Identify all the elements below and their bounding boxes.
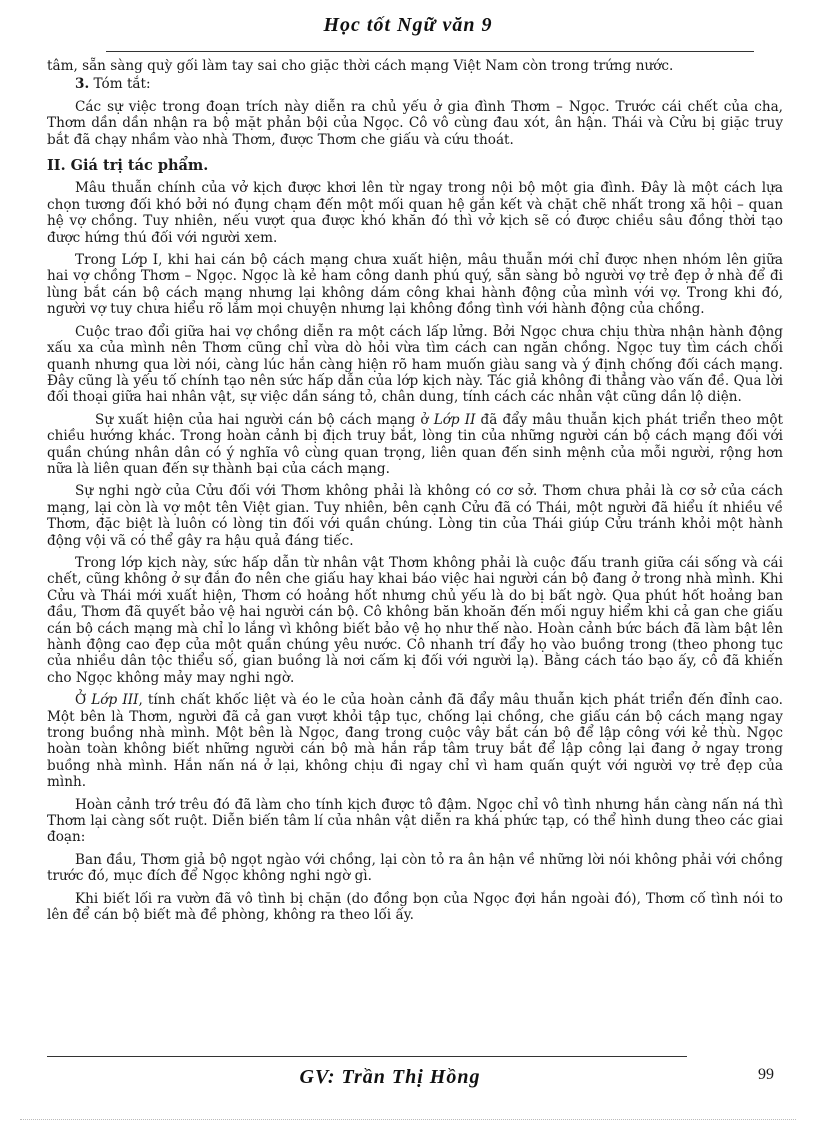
summary-label: Tóm tắt: [93,76,151,93]
paragraph-4-text-a: Sự xuất hiện của hai người cán bộ cách mạng ở [95,411,434,428]
section-heading: II. Giá trị tác phẩm. [47,157,209,175]
paragraph-9: Ban đầu, Thơm giả bộ ngọt ngào với chồng, lại còn tỏ ra ân hận về những lời nói không phải với chồng trước đó, mục đích để Ngọc không nghi ngờ gì. [47,851,783,885]
page-number: 99 [758,1066,774,1083]
header-divider [106,51,754,52]
paragraph-7-text-b: , tính chất khốc liệt và éo le của hoàn cảnh đã đẩy mâu thuẫn kịch phát triển đến đỉnh cao. Một bên là Thơm, người đã cả gan vượt khỏi tập tục, chống lại chồng, che giấu cán bộ cách mạng ngay trong buồng nhà mình. Một bên là Ngọc, đang trong cuộc vây bắt cán bộ để lập công với kẻ thù. Ngọc hoàn toàn không biết những người cán bộ mà hắn rắp tâm truy bắt để lập công lại đang ở ngay trong buồng nhà mình. Hắn nấn ná ở lại, không chịu đi ngay chỉ vì ham quấn quýt với người vợ trẻ đẹp của mình. [47,692,783,791]
paragraph-7 [47,692,783,790]
paragraph-10: Khi biết lối ra vườn đã vô tình bị chặn (do đồng bọn của Ngọc đợi hắn ngoài đó), Thơm cố tình nói to lên để cán bộ biết mà đề phòng, không ra theo lối ấy. [47,890,783,924]
paragraph-6: Trong lớp kịch này, sức hấp dẫn từ nhân vật Thơm không phải là cuộc đấu tranh giữa cái sống và cái chết, cũng không ở sự đắn đo nên che giấu hay khai báo việc hai người cán bộ đang ở trong nhà mình. Khi Cửu và Thái mới xuất hiện, Thơm có hoảng hốt nhưng chủ yếu là do bị bất ngờ. Qua phút hốt hoảng ban đầu, Thơm đã quyết bảo vệ hai người cán bộ. Cô không băn khoăn đến mối nguy hiểm khi cả gan che giấu cán bộ cách mạng mà chỉ lo lắng vì không biết bảo vệ họ như thế nào. Hoàn cảnh bức bách đã làm bật lên hành động cao đẹp của một quần chúng yêu nước. Cô nhanh trí đẩy họ vào buồng trong (theo phong tục của nhiều dân tộc thiểu số, gian buồng là nơi cấm kị đối với người lạ). Bằng cách táo bạo ấy, cô đã khiến cho Ngọc không mảy may nghi ngờ. [47,554,783,686]
paragraph-1: Mâu thuẫn chính của vở kịch được khơi lên từ ngay trong nội bộ một gia đình. Đây là một cách lựa chọn tương đối khó bởi nó đụng chạm đến một mối quan hệ gắn kết và chặt chẽ nhất trong xã hội – quan hệ vợ chồng. Tuy nhiên, nếu vượt qua được khó khăn đó thì vở kịch sẽ có được chiều sâu đồng thời tạo được hứng thú đối với người xem. [47,180,783,246]
paragraph-7-text-a: Ở [75,692,92,709]
page-bottom-border [20,1119,796,1120]
intro-paragraph: tâm, sẵn sàng quỳ gối làm tay sai cho giặc thời cách mạng Việt Nam còn trong trứng nước. [47,58,674,74]
paragraph-4 [47,412,783,478]
document-body [47,58,783,930]
paragraph-5: Sự nghi ngờ của Cửu đối với Thơm không phải là không có cơ sở. Thơm chưa phải là cơ sở của cách mạng, lại còn là vợ một tên Việt gian. Tuy nhiên, bên cạnh Cửu đã có Thái, một người đã hiểu ít nhiều về Thơm, đặc biệt là luôn có lòng tin đối với quần chúng. Lòng tin của Thái giúp Cửu tránh khỏi một hành động vội vã có thể gây ra hậu quả đáng tiếc. [47,483,783,549]
paragraph-7-italic: Lớp III [91,692,139,709]
paragraph-8: Hoàn cảnh trớ trêu đó đã làm cho tính kịch được tô đậm. Ngọc chỉ vô tình nhưng hắn càng nấn ná thì Thơm lại càng sốt ruột. Diễn biến tâm lí của nhân vật diễn ra khá phức tạp, có thể hình dung theo các giai đoạn: [47,796,783,846]
paragraph-3: Cuộc trao đổi giữa hai vợ chồng diễn ra một cách lấp lửng. Bởi Ngọc chưa chịu thừa nhận hành động xấu xa của mình nên Thơm cũng chỉ vừa dò hỏi vừa tìm cách can ngăn chồng. Ngọc tuy tìm cách chối quanh nhưng qua lời nói, càng lúc hắn càng hiện rõ ham muốn giàu sang và ý định chống đối cách mạng. Đây cũng là yếu tố chính tạo nên sức hấp dẫn của lớp kịch này. Tác giả không đi thẳng vào vấn đề. Qua lời đối thoại giữa hai nhân vật, sự việc dần sáng tỏ, chân dung, tính cách các nhân vật cũng dần lộ diện. [47,323,783,406]
page-header-title: Học tốt Ngữ văn 9 [323,14,493,36]
footer-divider [47,1056,687,1057]
summary-paragraph: Các sự việc trong đoạn trích này diễn ra chủ yếu ở gia đình Thơm – Ngọc. Trước cái chết của cha, Thơm dần dần nhận ra bộ mặt phản bội của Ngọc. Cô vô cùng đau xót, ân hận. Thái và Cửu bị giặc truy bắt đã chạy nhầm vào nhà Thơm, được Thơm che giấu và cứu thoát. [47,98,783,148]
paragraph-4-italic: Lớp II [433,411,476,428]
footer-author: GV: Trần Thị Hồng [299,1066,481,1088]
summary-heading [47,76,783,92]
paragraph-4-text-b: đã đẩy mâu thuẫn kịch phát triển theo một chiều hướng khác. Trong hoàn cảnh bị địch truy bắt, lòng tin của những người cán bộ cách mạng đối với quần chúng nhân dân có ý nghĩa vô cùng quan trọng, liên quan đến sinh mệnh của mỗi người, rộng hơn nữa là liên quan đến sự thành bại của cách mạng. [47,411,783,477]
paragraph-2: Trong Lớp I, khi hai cán bộ cách mạng chưa xuất hiện, mâu thuẫn mới chỉ được nhen nhóm lên giữa hai vợ chồng Thơm – Ngọc. Ngọc là kẻ ham công danh phú quý, sẵn sàng bỏ người vợ trẻ đẹp ở nhà để đi lùng bắt cán bộ cách mạng nhưng lại không dám công khai hành động của mình với vợ. Trong khi đó, người vợ tuy chưa hiểu rõ lắm mọi chuyện nhưng lại không đồng tình với hành động của chồng. [47,252,783,318]
summary-number: 3. [75,76,90,93]
